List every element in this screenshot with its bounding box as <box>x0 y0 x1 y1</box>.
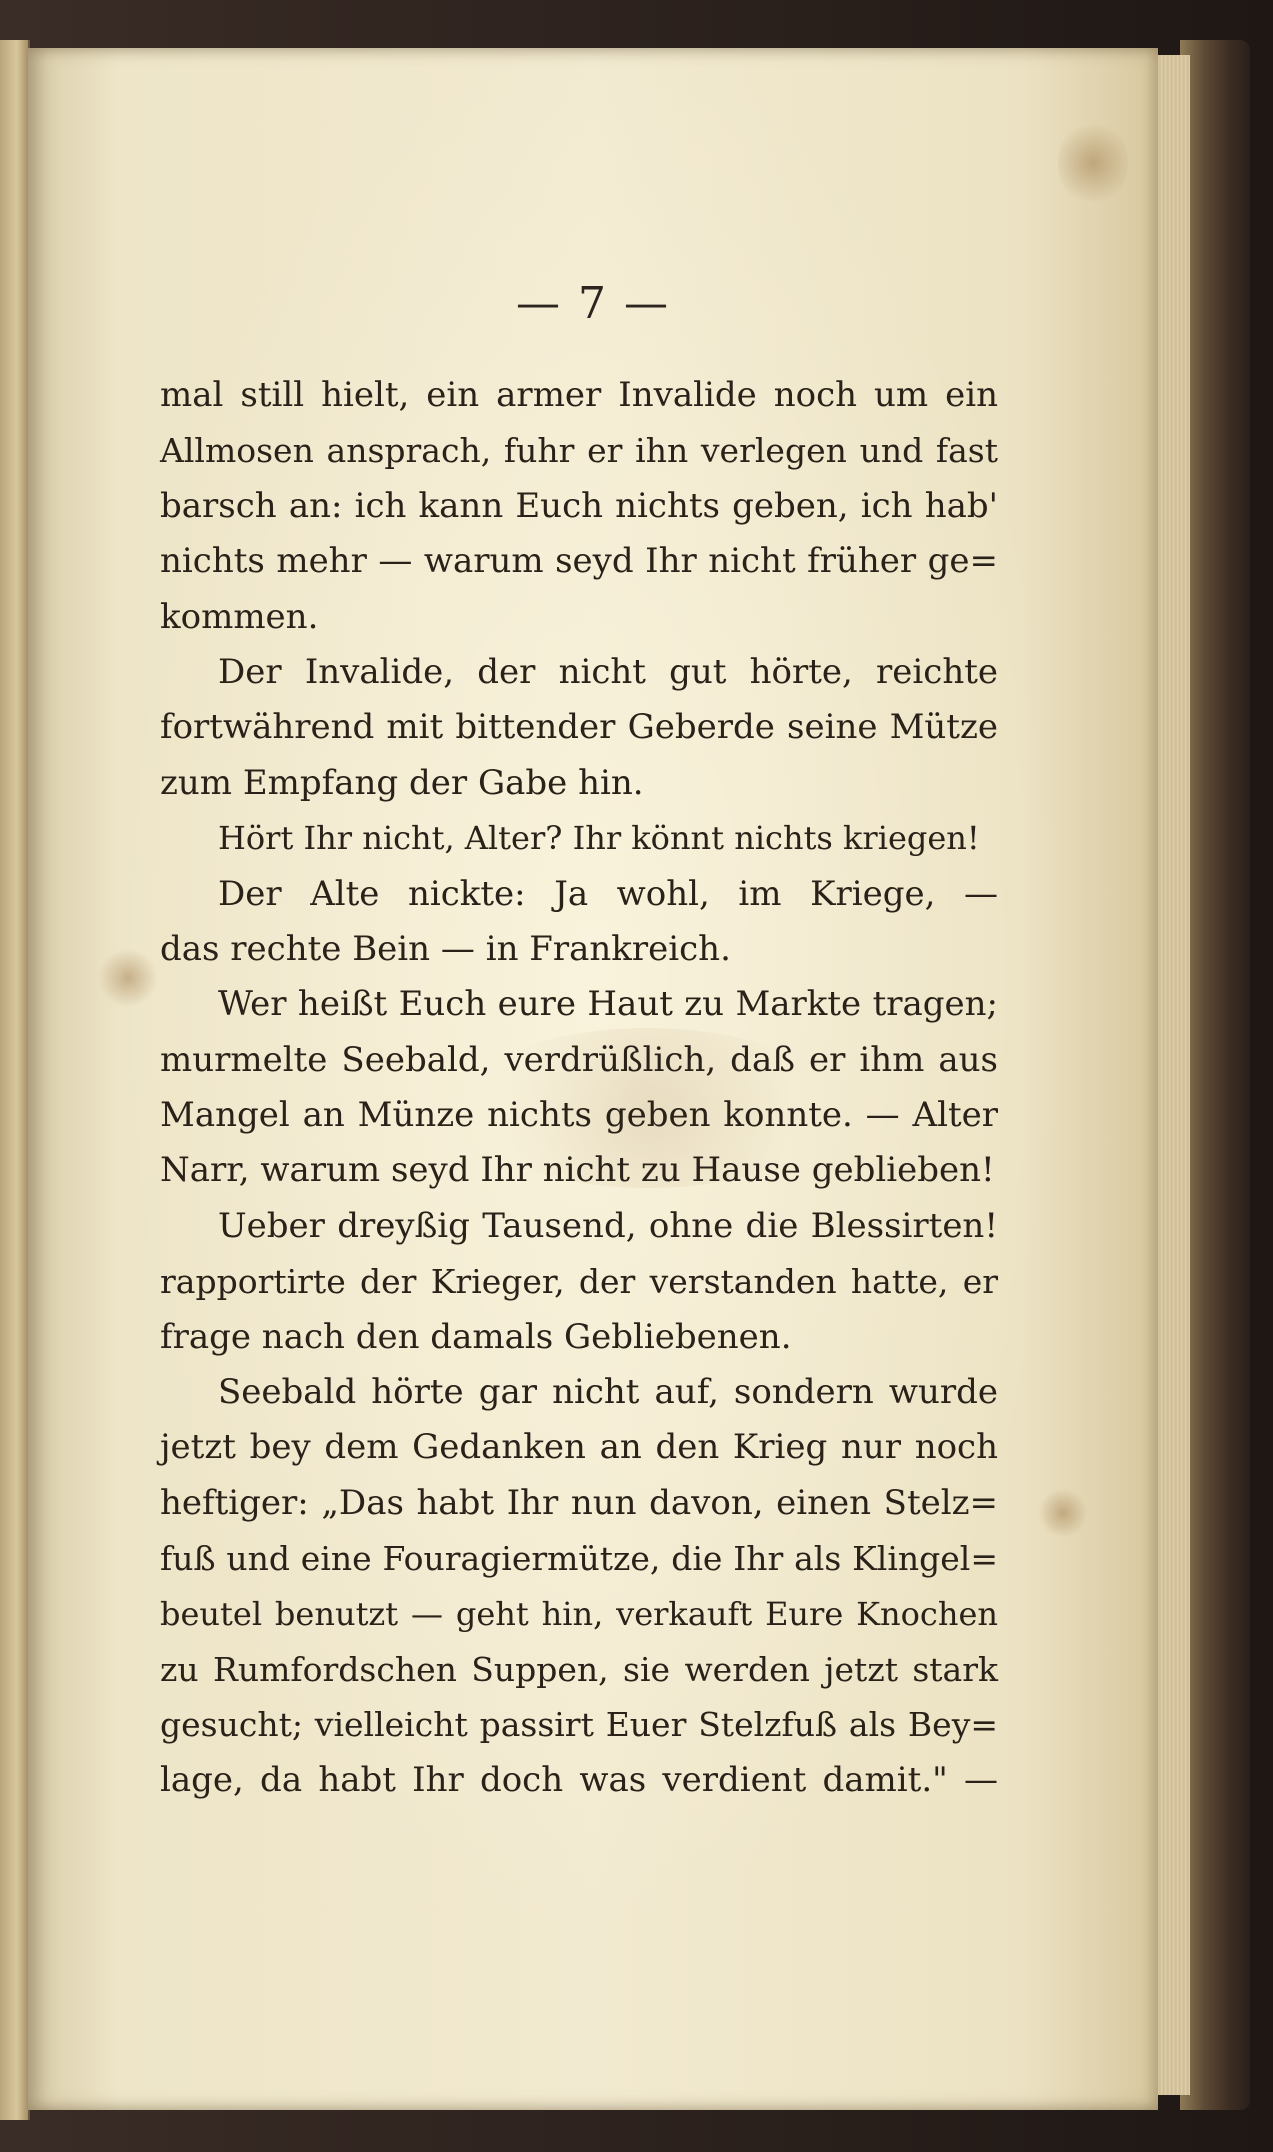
text-line: lage, da habt Ihr doch was verdient damit." — <box>160 1759 998 1800</box>
foxing-stain <box>1038 1488 1088 1538</box>
text-line: Der Invalide, der nicht gut hörte, reichte <box>218 651 998 692</box>
text-line: barsch an: ich kann Euch nichts geben, ich hab' <box>160 485 998 526</box>
text-line: zum Empfang der Gabe hin. <box>160 762 644 803</box>
text-line: mal still hielt, ein armer Invalide noch um ein <box>160 375 998 415</box>
text-line: Ueber dreyßig Tausend, ohne die Blessirten! <box>218 1205 998 1246</box>
foxing-stain <box>1058 118 1128 208</box>
text-line: Hört Ihr nicht, Alter? Ihr könnt nichts kriegen! <box>218 819 980 858</box>
text-line: fuß und eine Fouragiermütze, die Ihr als Klingel= <box>160 1539 998 1579</box>
text-line: beutel benutzt — geht hin, verkauft Eure Knochen <box>160 1594 998 1633</box>
text-line: frage nach den damals Gebliebenen. <box>160 1316 792 1357</box>
body-text <box>160 368 998 1808</box>
text-line: zu Rumfordschen Suppen, sie werden jetzt stark <box>160 1649 998 1689</box>
foxing-stain <box>98 948 158 1008</box>
text-line: murmelte Seebald, verdrüßlich, daß er ihm aus <box>160 1039 998 1080</box>
text-line: heftiger: „Das habt Ihr nun davon, einen Stelz= <box>160 1482 998 1523</box>
book-page <box>28 48 1158 2110</box>
facing-page-edge <box>0 40 30 2120</box>
text-line: rapportirte der Krieger, der verstanden hatte, er <box>160 1262 998 1302</box>
text-line: nichts mehr — warum seyd Ihr nicht früher ge= <box>160 541 998 582</box>
text-line: Mangel an Münze nichts geben konnte. — Alter <box>160 1095 998 1136</box>
text-line: Allmosen ansprach, fuhr er ihn verlegen und fast <box>160 431 998 471</box>
text-line: Seebald hörte gar nicht auf, sondern wurde <box>218 1372 998 1413</box>
text-line: gesucht; vielleicht passirt Euer Stelzfuß als Bey= <box>160 1705 998 1745</box>
text-line: Wer heißt Euch eure Haut zu Markte tragen; <box>218 984 998 1025</box>
text-line: das rechte Bein — in Frankreich. <box>160 928 731 969</box>
text-line: fortwährend mit bittender Geberde seine Mütze <box>160 707 998 748</box>
text-line: jetzt bey dem Gedanken an den Krieg nur noch <box>160 1427 998 1468</box>
text-line: Der Alte nickte: Ja wohl, im Kriege, — <box>218 873 998 914</box>
book-cover-edge <box>1180 40 1250 2110</box>
text-line: Narr, warum seyd Ihr nicht zu Hause geblieben! <box>160 1150 995 1191</box>
text-line: kommen. <box>160 596 319 637</box>
page-number: — 7 — <box>516 278 670 329</box>
